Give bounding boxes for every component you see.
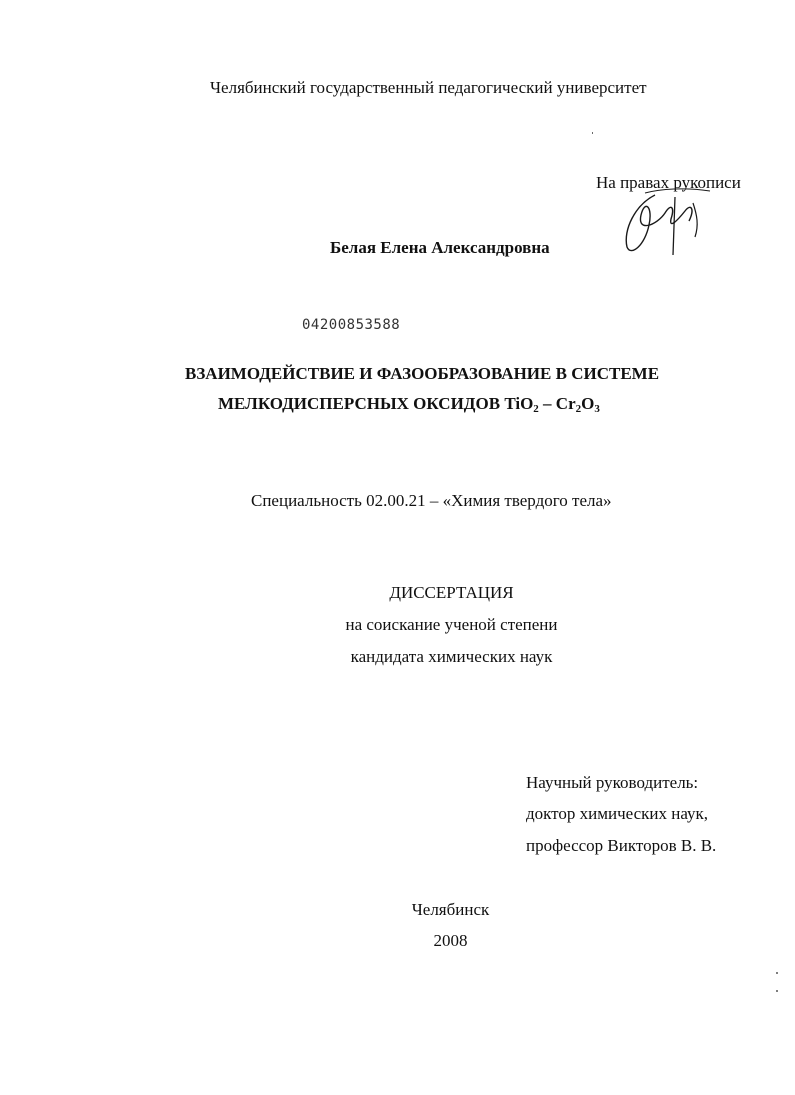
scan-speck [776, 990, 778, 992]
university-name: Челябинский государственный педагогический университет [210, 78, 647, 97]
year: 2008 [433, 931, 468, 950]
city: Челябинск [411, 900, 490, 919]
signature [615, 185, 725, 260]
formula-ti-sub: 2 [533, 403, 539, 415]
formula-cr-sub2: 3 [594, 403, 600, 415]
supervisor-name: профессор Викторов В. В. [526, 836, 717, 855]
degree-type: ДИССЕРТАЦИЯ [389, 583, 514, 602]
manuscript-note: На правах рукописи [596, 173, 741, 192]
title-line-1: ВЗАИМОДЕЙСТВИЕ И ФАЗООБРАЗОВАНИЕ В СИСТЕМЕ [185, 364, 660, 383]
specialty: Специальность 02.00.21 – «Химия твердого тела» [251, 491, 612, 510]
title-line-2-prefix: МЕЛКОДИСПЕРСНЫХ ОКСИДОВ [218, 394, 505, 413]
scan-speck [776, 972, 778, 974]
title-line-2 [218, 394, 600, 414]
scan-speck [592, 132, 593, 134]
supervisor-degree: доктор химических наук, [526, 804, 709, 823]
formula-o: O [581, 394, 595, 413]
formula-cr: Cr [555, 394, 576, 413]
formula-cr-sub1: 2 [575, 403, 582, 415]
formula-dash: – [538, 394, 556, 413]
barcode-number: 04200853588 [302, 317, 401, 333]
degree-line-2: на соискание ученой степени [345, 615, 558, 634]
degree-line-3: кандидата химических наук [350, 647, 553, 666]
supervisor-label: Научный руководитель: [526, 773, 699, 792]
formula-ti: TiO [504, 394, 534, 413]
author-name: Белая Елена Александровна [330, 238, 550, 257]
